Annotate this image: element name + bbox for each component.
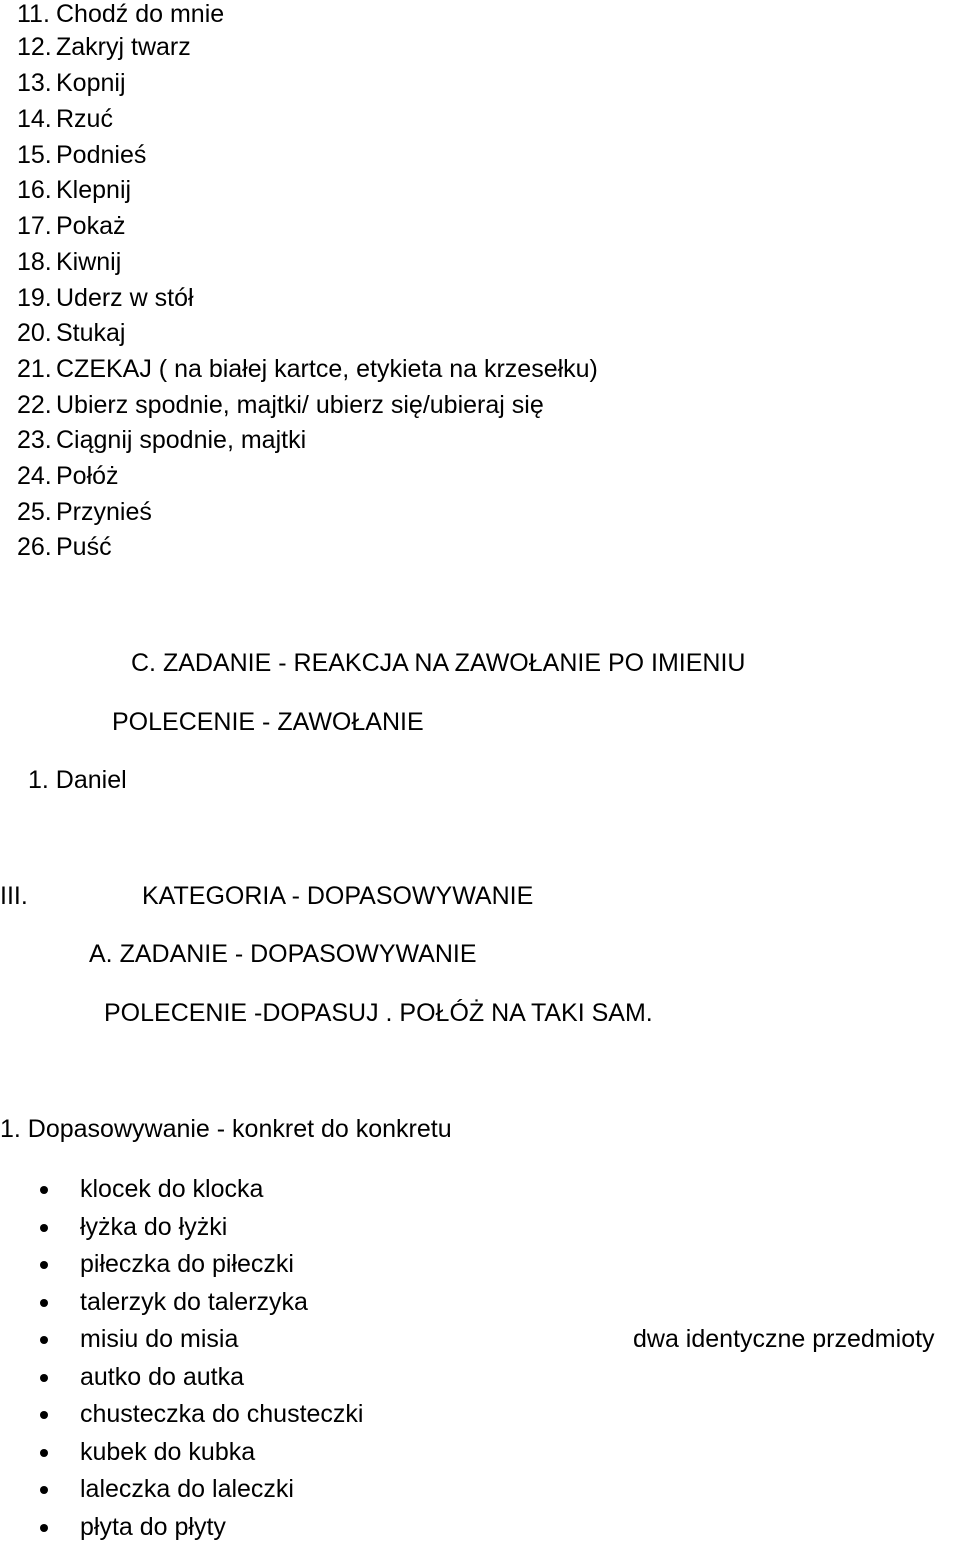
list-item-number: 23. [17,426,52,454]
list-item-text: Chodź do mnie [56,0,225,28]
section-c-heading: C. ZADANIE - REAKCJA NA ZAWOŁANIE PO IMIENIU [131,649,746,677]
section-c-instruction: POLECENIE - ZAWOŁANIE [112,708,424,736]
list-item-number: 11. [17,0,50,28]
section-iii-task: A. ZADANIE - DOPASOWYWANIE [89,940,477,968]
bullet-text: autko do autka [80,1363,245,1391]
bullet-dot-icon [40,1524,48,1532]
section-iii-heading: KATEGORIA - DOPASOWYWANIE [142,882,534,910]
list-item-number: 17. [17,212,52,240]
list-item-number: 20. [17,319,52,347]
bullet-text: misiu do misia [80,1325,239,1353]
bullet-dot-icon [40,1374,48,1382]
list-item-text: CZEKAJ ( na białej kartce, etykieta na krzesełku) [56,355,598,383]
bullet-text: piłeczka do piłeczki [80,1250,294,1278]
list-item-text: Puść [56,533,112,561]
list-item-number: 15. [17,141,52,169]
list-item-number: 24. [17,462,52,490]
subsection-heading: 1. Dopasowywanie - konkret do konkretu [0,1115,452,1143]
bullet-text: klocek do klocka [80,1175,264,1203]
list-item-text: Kopnij [56,69,126,97]
list-item-number: 26. [17,533,52,561]
list-item-number: 14. [17,105,52,133]
bullet-dot-icon [40,1261,48,1269]
section-iii-instruction: POLECENIE -DOPASUJ . POŁÓŻ NA TAKI SAM. [104,999,653,1027]
bullet-text: talerzyk do talerzyka [80,1288,308,1316]
list-item-text: Ciągnij spodnie, majtki [56,426,307,454]
bullet-text: laleczka do laleczki [80,1475,294,1503]
list-item-number: 12. [17,33,52,61]
list-item-text: Podnieś [56,141,147,169]
list-item-number: 22. [17,391,52,419]
list-item-text: Stukaj [56,319,126,347]
bullet-dot-icon [40,1224,48,1232]
bullet-text: płyta do płyty [80,1513,226,1541]
bullet-dot-icon [40,1299,48,1307]
list-item-number: 18. [17,248,52,276]
side-note: dwa identyczne przedmioty [633,1325,935,1353]
list-item-text: Kiwnij [56,248,122,276]
list-item-number: 21. [17,355,52,383]
list-item-text: Przynieś [56,498,152,526]
list-item-text: Uderz w stół [56,284,194,312]
bullet-text: kubek do kubka [80,1438,256,1466]
list-item-text: Połóż [56,462,119,490]
section-c-item: 1. Daniel [28,766,127,794]
list-item-number: 16. [17,176,52,204]
list-item-number: 19. [17,284,52,312]
bullet-dot-icon [40,1336,48,1344]
list-item-text: Pokaż [56,212,126,240]
list-item-text: Ubierz spodnie, majtki/ ubierz się/ubieraj się [56,391,544,419]
list-item-number: 13. [17,69,52,97]
bullet-dot-icon [40,1449,48,1457]
list-item-text: Zakryj twarz [56,33,191,61]
list-item-number: 25. [17,498,52,526]
list-item-text: Rzuć [56,105,113,133]
bullet-dot-icon [40,1486,48,1494]
list-item-text: Klepnij [56,176,132,204]
section-iii-numeral: III. [0,882,28,910]
bullet-text: łyżka do łyżki [80,1213,228,1241]
bullet-text: chusteczka do chusteczki [80,1400,364,1428]
bullet-dot-icon [40,1186,48,1194]
bullet-dot-icon [40,1411,48,1419]
